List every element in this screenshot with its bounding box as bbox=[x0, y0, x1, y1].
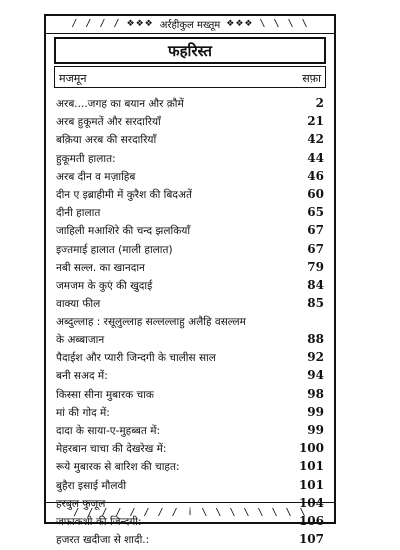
toc-entry-page: 88 bbox=[307, 332, 324, 347]
column-header-page: सफ़ा bbox=[302, 72, 321, 85]
footer-hatch-left: / / / / / / / / bbox=[73, 507, 179, 518]
footer-hatch-right: \ \ \ \ \ \ \ \ bbox=[201, 507, 307, 518]
toc-entry bbox=[54, 278, 326, 296]
header-ornament-right: ❖❖❖ bbox=[226, 18, 254, 29]
page-title bbox=[54, 37, 326, 64]
toc-entry-title-continued: के अब्बाजान bbox=[56, 334, 105, 347]
toc-entry bbox=[54, 368, 326, 386]
toc-entry-page: 67 bbox=[307, 223, 324, 238]
header-hatch-right: \ \ \ \ bbox=[259, 18, 309, 29]
toc-entry-title: अब्दुल्लाह : रसूलुल्लाह सल्लल्लाहु अलैहि वसल्लम bbox=[56, 316, 246, 329]
toc-entry-page: 98 bbox=[307, 386, 324, 401]
toc-entry-title: बुहैरा इसाई मौलवी bbox=[56, 479, 127, 492]
toc-entry bbox=[54, 405, 326, 423]
toc-entry-title: दीनी हालात bbox=[56, 207, 101, 220]
toc-entry bbox=[54, 151, 326, 169]
page-number: i bbox=[188, 507, 192, 518]
toc-entry-title: बक़िया अरब की सरदारियाँ bbox=[56, 134, 157, 147]
toc-entry-title: हजरत खदीजा से शादी.: bbox=[56, 534, 150, 547]
running-header bbox=[44, 14, 336, 34]
toc-entry-title: हुकूमती हालात: bbox=[56, 152, 116, 165]
toc-entry bbox=[54, 132, 326, 150]
toc-entry-page: 46 bbox=[307, 168, 324, 183]
toc-entry-title: रूये मुबारक से बारिश की चाहत: bbox=[56, 461, 180, 474]
toc-entry bbox=[54, 296, 326, 314]
toc-entry-title: अरब....जगह का बयान और क़ौमें bbox=[56, 98, 184, 110]
toc-entry-title: जफाकशी की जिन्दगी: bbox=[56, 515, 142, 528]
toc-entry-page: 79 bbox=[307, 259, 324, 274]
toc-entry bbox=[54, 387, 326, 405]
toc-entry bbox=[54, 96, 326, 114]
toc-entry-page: 44 bbox=[307, 150, 324, 165]
toc-entry-page: 60 bbox=[307, 186, 324, 201]
column-header bbox=[54, 66, 326, 88]
toc-entry-page: 2 bbox=[315, 96, 324, 110]
toc-entry bbox=[54, 478, 326, 496]
toc-entry-page: 106 bbox=[298, 513, 324, 528]
toc-entry-title: वाक्या फील bbox=[56, 298, 101, 311]
toc-entry-page: 92 bbox=[307, 350, 324, 365]
toc-entry-page: 65 bbox=[307, 205, 324, 220]
contents-list bbox=[54, 96, 326, 550]
toc-entry-page: 21 bbox=[307, 114, 324, 129]
toc-entry-title: बनी सअद में: bbox=[56, 370, 108, 383]
toc-entry-title: हरबुल फुजूल bbox=[56, 497, 106, 510]
header-ornament-left: ❖❖❖ bbox=[126, 18, 154, 29]
page-title-text: फहरिस्त bbox=[168, 41, 212, 60]
toc-entry-page: 101 bbox=[298, 459, 324, 474]
toc-entry bbox=[54, 459, 326, 477]
header-hatch-left: / / / / bbox=[71, 18, 121, 29]
toc-entry-page: 101 bbox=[298, 477, 324, 492]
toc-entry-page: 100 bbox=[298, 441, 324, 456]
toc-entry-page: 85 bbox=[307, 296, 324, 311]
toc-entry-page: 107 bbox=[298, 532, 324, 547]
toc-entry bbox=[54, 114, 326, 132]
toc-entry bbox=[54, 223, 326, 241]
toc-entry-page: 84 bbox=[307, 277, 324, 292]
toc-entry-page: 99 bbox=[307, 423, 324, 437]
toc-entry bbox=[54, 187, 326, 205]
toc-entry-title: अरब हुकूमतें और सरदारियाँ bbox=[56, 116, 161, 129]
toc-entry bbox=[54, 169, 326, 187]
toc-entry-title: दीन ए इब्राहीमी में कुरैश की बिदअतें bbox=[56, 188, 192, 201]
running-footer bbox=[44, 502, 336, 522]
toc-entry bbox=[54, 205, 326, 223]
toc-entry-page: 94 bbox=[307, 368, 324, 383]
toc-entry-title: इज्तमाई हालात (माली हालात) bbox=[56, 243, 173, 256]
toc-entry-title: दादा के साया-ए-मुहब्बत में: bbox=[56, 425, 161, 437]
toc-entry-title: मां की गोद में: bbox=[56, 406, 110, 419]
toc-entry-title: अरब दीन व मज़ाहिब bbox=[56, 170, 136, 183]
toc-entry bbox=[54, 532, 326, 550]
toc-entry-title: जाहिली मआशिरे की चन्द झलकियाँ bbox=[56, 225, 191, 238]
toc-entry bbox=[54, 441, 326, 459]
toc-entry bbox=[54, 242, 326, 260]
toc-entry-title: जमजम के कुएं की खुदाई bbox=[56, 279, 153, 292]
column-header-subject: मजमून bbox=[59, 72, 87, 85]
toc-entry bbox=[54, 423, 326, 441]
toc-entry bbox=[54, 314, 326, 350]
toc-entry-title: नबी सल्ल. का खानदान bbox=[56, 261, 145, 274]
toc-entry-title: किस्सा सीना मुबारक चाक bbox=[56, 388, 154, 401]
toc-entry-title: पैदाईश और प्यारी जिन्दगी के चालीस साल bbox=[56, 352, 216, 365]
running-title: अर्रहीकुल मख्तूम bbox=[159, 19, 221, 31]
toc-entry bbox=[54, 260, 326, 278]
toc-entry-page: 67 bbox=[307, 241, 324, 256]
toc-entry bbox=[54, 350, 326, 368]
toc-entry-page: 99 bbox=[307, 404, 324, 419]
toc-entry-title: मेहरबान चाचा की देखरेख में: bbox=[56, 443, 167, 456]
toc-entry-page: 104 bbox=[298, 495, 324, 510]
toc-entry-page: 42 bbox=[307, 132, 324, 147]
